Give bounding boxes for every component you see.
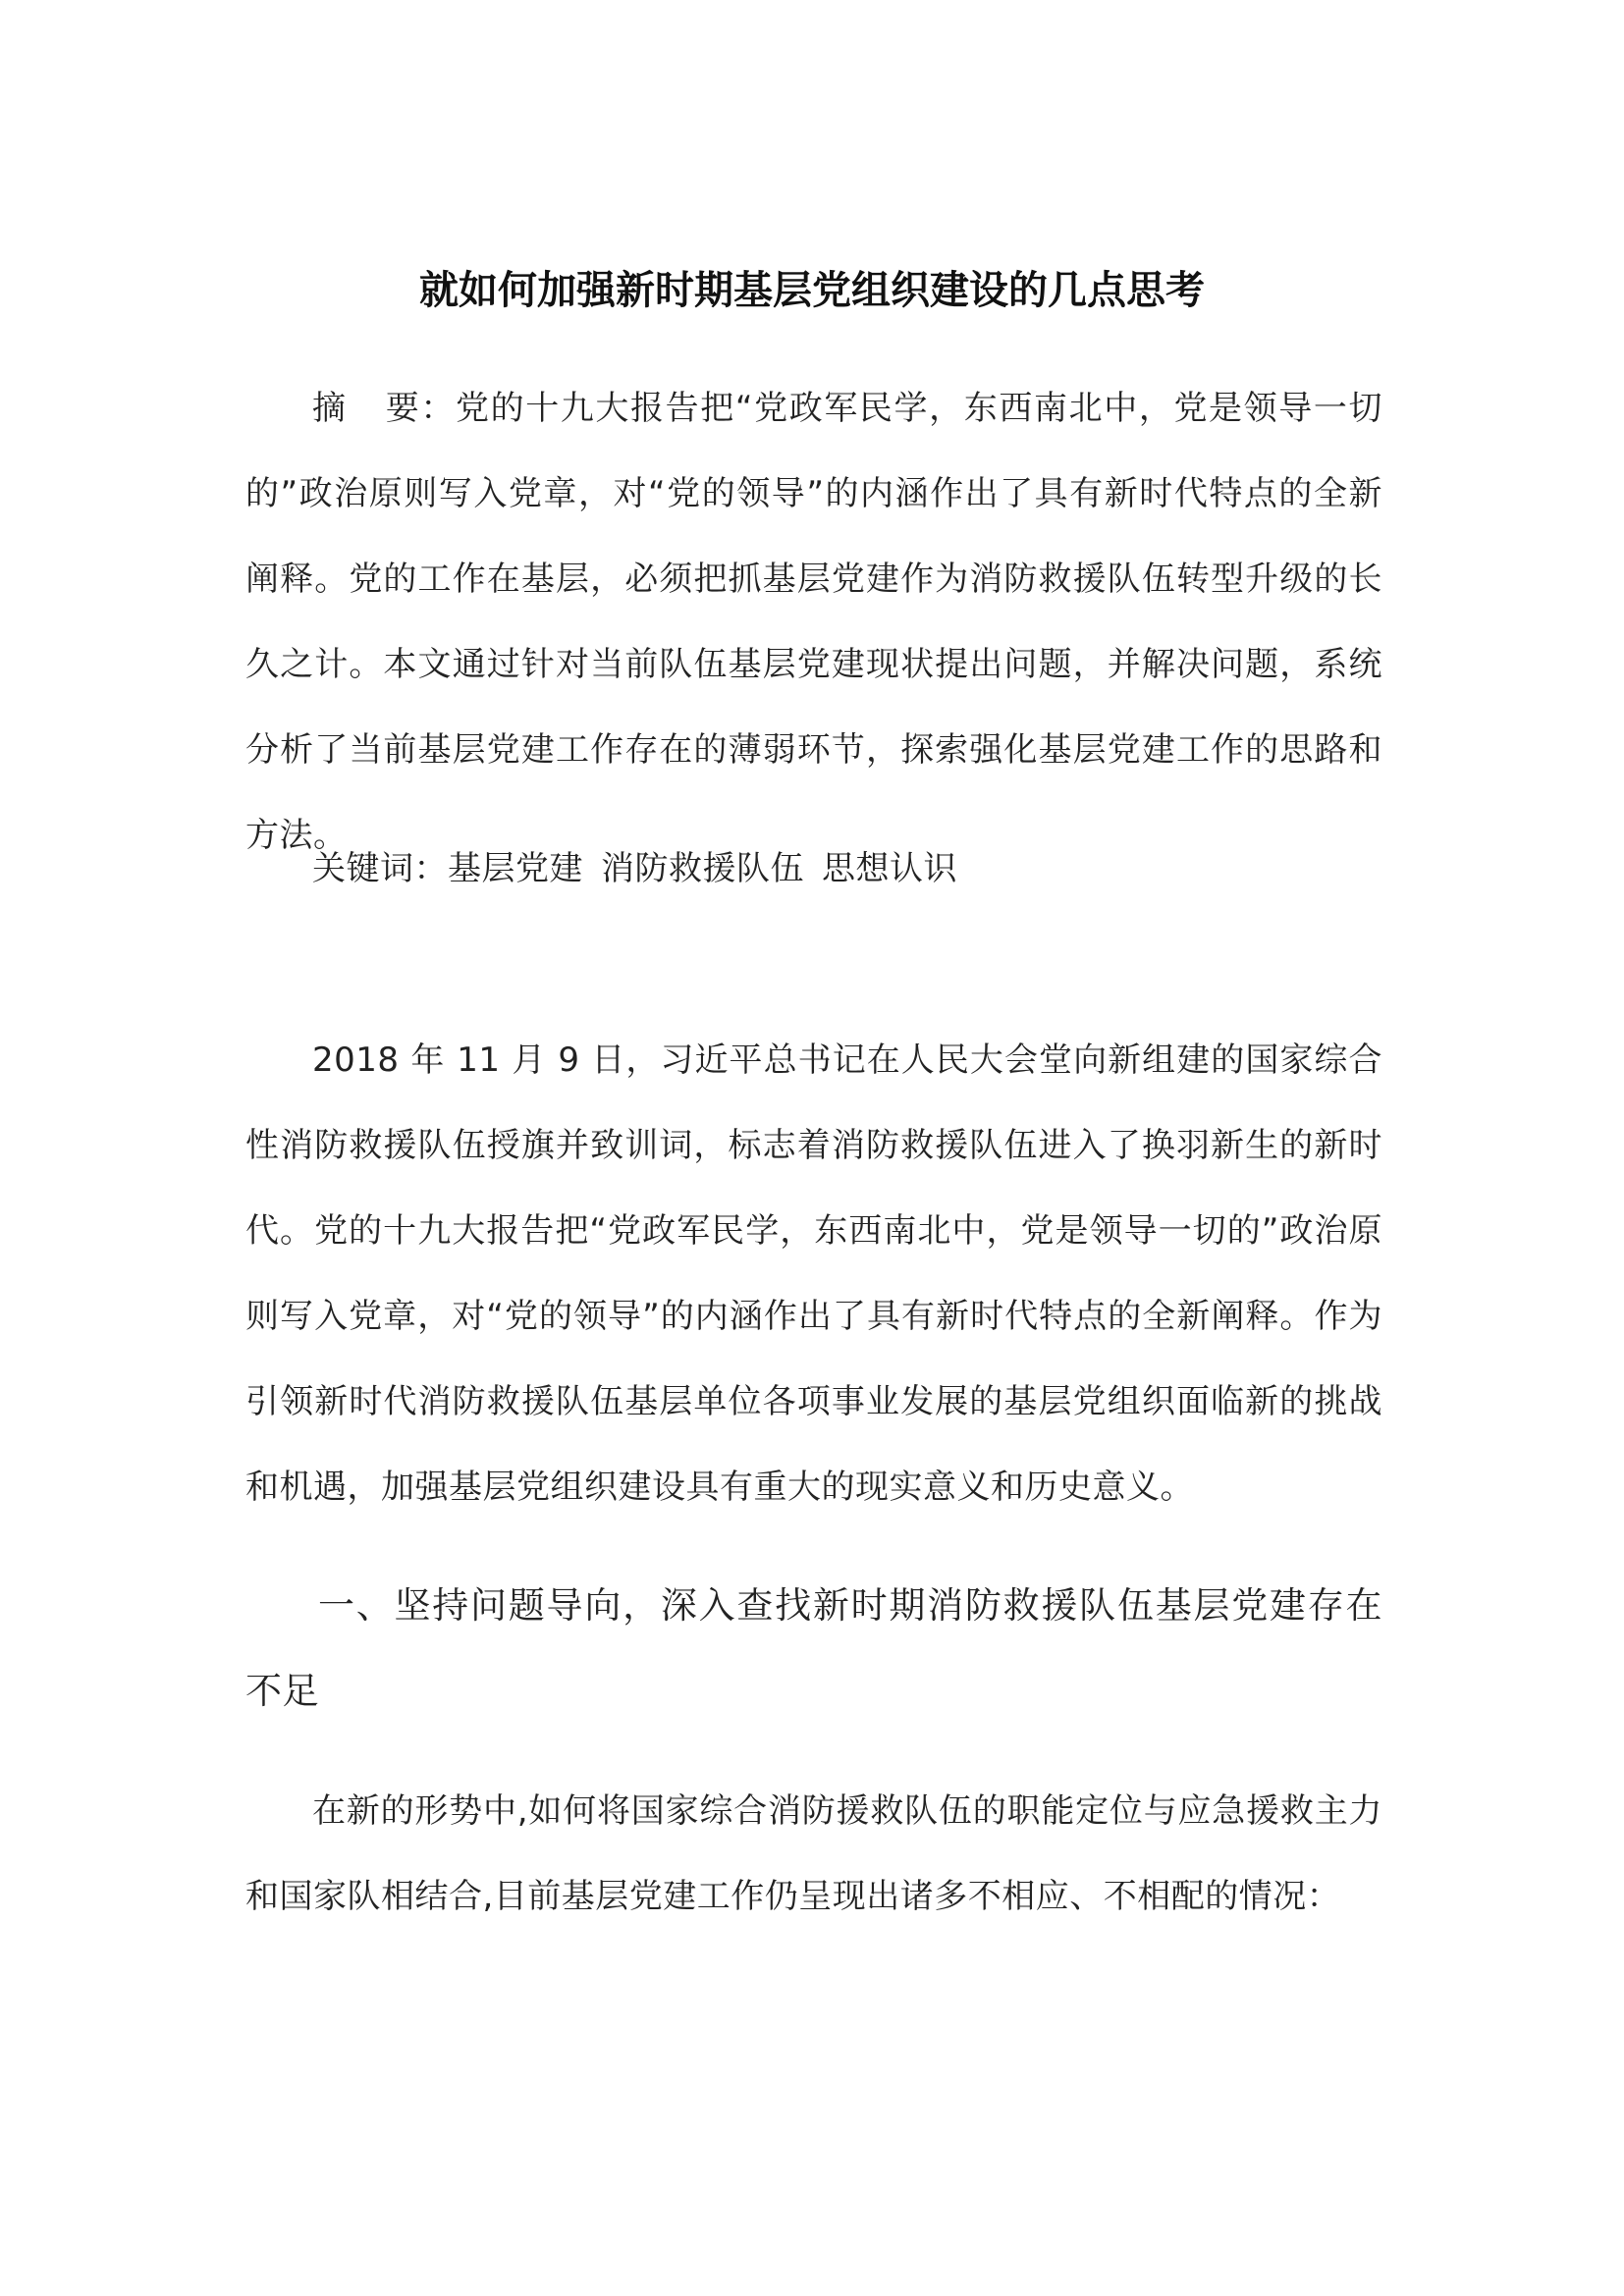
document-title: 就如何加强新时期基层党组织建设的几点思考 [419, 268, 1205, 313]
section-heading: 一、坚持问题导向，深入查找新时期消防救援队伍基层党建存在不足 [245, 1584, 1382, 1712]
abstract-label-second: 要： [384, 389, 456, 428]
abstract-label-first: 摘 [312, 389, 348, 428]
intro-paragraph: 2018 年 11 月 9 日，习近平总书记在人民大会堂向新组建的国家综合性消防救援队伍授旗并致训词，标志着消防救援队伍进入了换羽新生的新时代。党的十九大报告把“党政军民学，东西南北中，党是领导一切的”政治原则写入党章，对“党的领导”的内涵作出了具有新时代特点的全新阐释。作为引领新时代消防救援队伍基层单位各项事业发展的基层党组织面临新的挑战和机遇，加强基层党组织建设具有重大的现实意义和历史意义。 [245, 1041, 1382, 1507]
abstract-paragraph [245, 366, 1382, 879]
section-paragraph: 在新的形势中,如何将国家综合消防援救队伍的职能定位与应急援救主力和国家队相结合,目前基层党建工作仍呈现出诸多不相应、不相配的情况： [245, 1791, 1382, 1916]
keyword-item: 思想认识 [822, 849, 957, 888]
keyword-item: 基层党建 [448, 849, 583, 888]
abstract-text: 党的十九大报告把“党政军民学，东西南北中，党是领导一切的”政治原则写入党章，对“党的领导”的内涵作出了具有新时代特点的全新阐释。党的工作在基层，必须把抓基层党建作为消防救援队伍转型升级的长久之计。本文通过针对当前队伍基层党建现状提出问题，并解决问题，系统分析了当前基层党建工作存在的薄弱环节，探索强化基层党建工作的思路和方法。 [245, 389, 1383, 855]
keyword-item: 消防救援队伍 [601, 849, 804, 888]
keywords-label: 关键词： [312, 849, 448, 888]
keywords-line [245, 827, 1382, 912]
